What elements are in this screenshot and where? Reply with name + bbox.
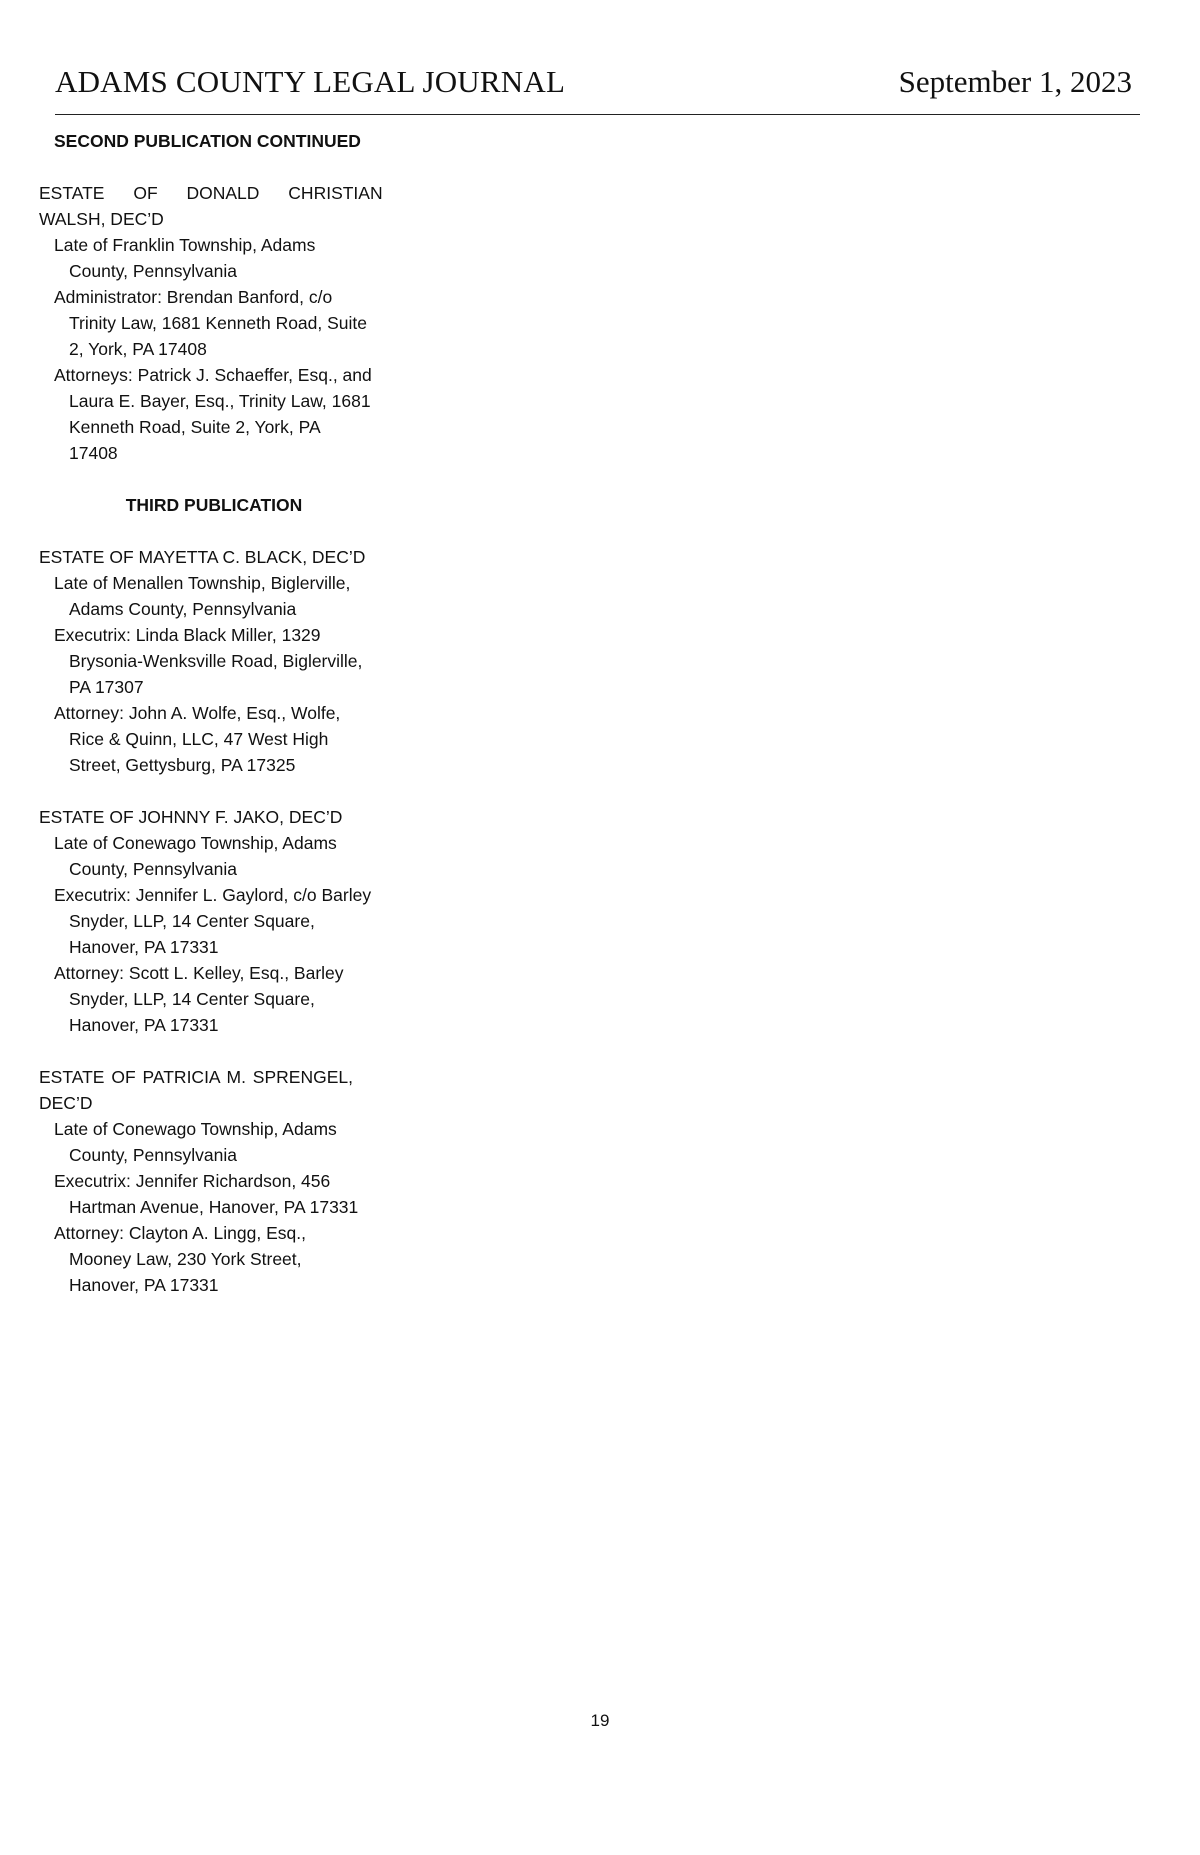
notice-line: Rice & Quinn, LLC, 47 West High bbox=[69, 729, 329, 749]
notice-line: PA 17307 bbox=[69, 677, 144, 697]
notice-line: Attorney: Clayton A. Lingg, Esq., bbox=[54, 1223, 306, 1243]
notice-line: Late of Conewago Township, Adams bbox=[54, 1119, 337, 1139]
notice-line: Late of Franklin Township, Adams bbox=[54, 235, 316, 255]
notice-line: Attorneys: Patrick J. Schaeffer, Esq., and bbox=[54, 365, 372, 385]
estate-notice-black bbox=[39, 544, 389, 778]
section-heading-second-publication: SECOND PUBLICATION CONTINUED bbox=[54, 131, 361, 151]
notice-line: County, Pennsylvania bbox=[69, 1145, 237, 1165]
notice-line: Attorney: Scott L. Kelley, Esq., Barley bbox=[54, 963, 344, 983]
section-heading-third-publication: THIRD PUBLICATION bbox=[125, 495, 303, 515]
notice-line: Street, Gettysburg, PA 17325 bbox=[69, 755, 296, 775]
estate-notice-walsh bbox=[39, 180, 389, 466]
notice-line: Hartman Avenue, Hanover, PA 17331 bbox=[69, 1197, 359, 1217]
notice-line: Administrator: Brendan Banford, c/o bbox=[54, 287, 333, 307]
notice-line: Snyder, LLP, 14 Center Square, bbox=[69, 911, 315, 931]
estate-notice-sprengel bbox=[39, 1064, 389, 1298]
notice-line: Adams County, Pennsylvania bbox=[69, 599, 297, 619]
notice-line: Snyder, LLP, 14 Center Square, bbox=[69, 989, 315, 1009]
estate-name-line: WALSH, DEC’D bbox=[39, 209, 164, 229]
notice-line: Trinity Law, 1681 Kenneth Road, Suite bbox=[69, 313, 368, 333]
notice-line: Hanover, PA 17331 bbox=[69, 937, 219, 957]
notice-line: County, Pennsylvania bbox=[69, 859, 237, 879]
notice-line: Executrix: Linda Black Miller, 1329 bbox=[54, 625, 321, 645]
notice-line: Executrix: Jennifer Richardson, 456 bbox=[54, 1171, 331, 1191]
notice-line: Executrix: Jennifer L. Gaylord, c/o Barley bbox=[54, 885, 372, 905]
notice-line: Kenneth Road, Suite 2, York, PA bbox=[69, 417, 321, 437]
notice-line: Hanover, PA 17331 bbox=[69, 1275, 219, 1295]
notice-line: Laura E. Bayer, Esq., Trinity Law, 1681 bbox=[69, 391, 371, 411]
estate-name-line: ESTATE OF JOHNNY F. JAKO, DEC’D bbox=[39, 807, 343, 827]
notice-line: Late of Menallen Township, Biglerville, bbox=[54, 573, 351, 593]
notice-line: County, Pennsylvania bbox=[69, 261, 237, 281]
notice-line: Attorney: John A. Wolfe, Esq., Wolfe, bbox=[54, 703, 341, 723]
notice-line: Late of Conewago Township, Adams bbox=[54, 833, 337, 853]
notices-column bbox=[39, 128, 389, 1324]
notice-line: Hanover, PA 17331 bbox=[69, 1015, 219, 1035]
estate-name-line: ESTATE OF MAYETTA C. BLACK, DEC’D bbox=[39, 547, 366, 567]
notice-line: 17408 bbox=[69, 443, 118, 463]
journal-title: ADAMS COUNTY LEGAL JOURNAL bbox=[55, 64, 566, 99]
estate-name-line: DEC’D bbox=[39, 1093, 93, 1113]
estate-name-line: ESTATE OF PATRICIA M. SPRENGEL, bbox=[39, 1067, 353, 1087]
notice-line: 2, York, PA 17408 bbox=[69, 339, 207, 359]
page-number: 19 bbox=[590, 1711, 610, 1730]
notice-line: Brysonia-Wenksville Road, Biglerville, bbox=[69, 651, 363, 671]
notice-line: Mooney Law, 230 York Street, bbox=[69, 1249, 302, 1269]
estate-notice-jako bbox=[39, 804, 389, 1038]
estate-name-line: ESTATE OF DONALD CHRISTIAN bbox=[39, 183, 383, 203]
page-header bbox=[55, 64, 1140, 115]
issue-date: September 1, 2023 bbox=[898, 64, 1132, 99]
